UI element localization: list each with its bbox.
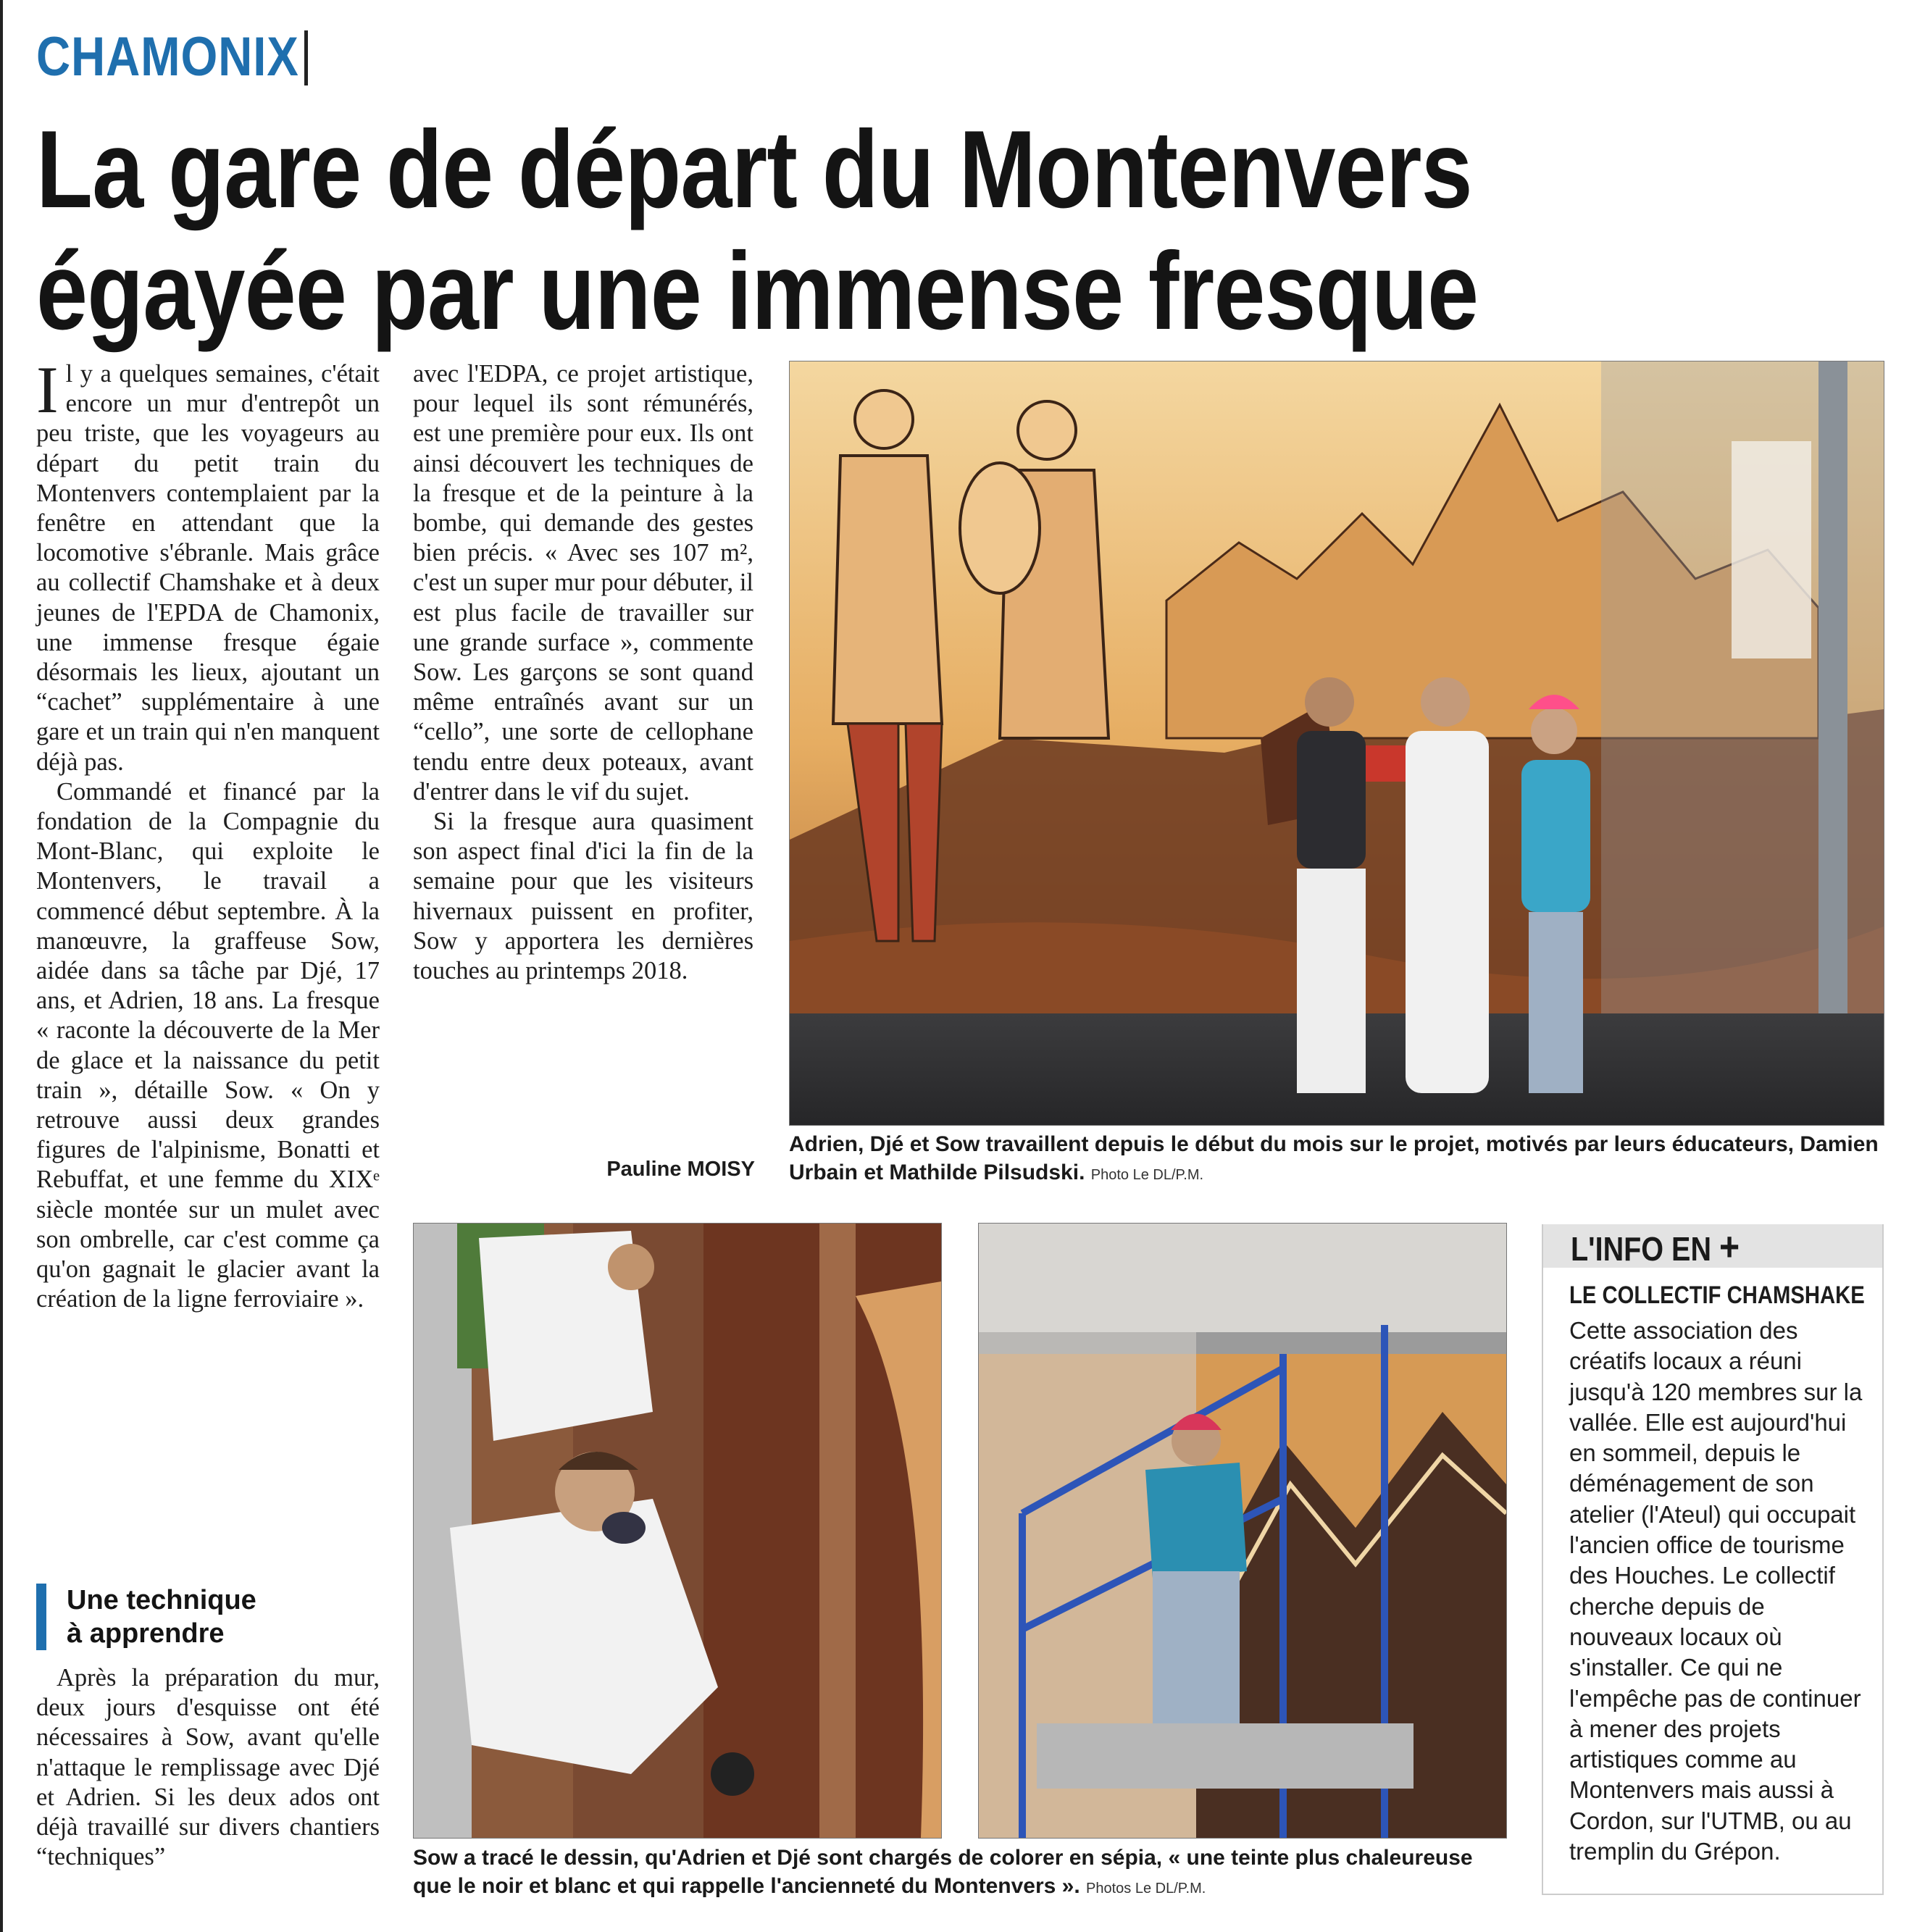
headline-line-2: égayée par une immense fresque — [36, 230, 1479, 353]
scaffold-photo-illustration — [979, 1224, 1506, 1838]
article-paragraph-4: avec l'EDPA, ce projet artistique, pour lequel ils sont rémunérés, est une première pour eux. Ils ont ainsi découvert les techniques de la fresque et de la peinture à la bombe, qui demande des gestes bien précis. « Avec ses 107 m², c'est un super mur pour débuter, il est plus facile de travailler sur une grande surface », commente Sow. Les garçons se sont quand même entraînés avant sur un “cello”, une sorte de cellophane tendu entre deux poteaux, avant d'entrer dans le vif du sujet. — [413, 360, 753, 806]
sidebar-body: Cette association des créatifs locaux a réuni jusqu'à 120 membres sur la vallée. Elle est aujourd'hui en sommeil, depuis le déménagement de son atelier (l'Ateul) qui occupait l'ancien office de tourisme des Houches. Le collectif cherche depuis de nouveaux locaux où s'installer. Ce qui ne l'empêche pas de continuer à mener des projets artistiques comme au Montenvers mais aussi à Cordon, sur l'UTMB, ou au tremplin du Grépon. — [1569, 1317, 1863, 1865]
sidebar-label: L'INFO EN — [1571, 1230, 1712, 1268]
page-edge-rule — [0, 0, 3, 1932]
article-column-1-continued — [36, 1663, 380, 1872]
article-paragraph-1: Il y a quelques semaines, c'était encore un mur d'entrepôt un peu triste, que les voyageurs au départ du petit train du Montenvers contemplaient par la fenêtre en attendant que la locomotive s'ébranle. Mais grâce au collectif Chamshake et à deux jeunes de l'EPDA de Chamonix, une immense fresque égaie désormais les lieux, ajoutant un “cachet” supplémentaire à une gare et un train qui n'en manquent déjà pas. — [36, 353, 380, 776]
plus-icon: + — [1719, 1224, 1740, 1269]
person-adrien — [1297, 677, 1366, 1093]
article-subhead — [36, 1584, 380, 1650]
painting-photo-right — [978, 1223, 1507, 1839]
article-column-1 — [36, 353, 380, 1315]
headline-line-1: La gare de départ du Montenvers — [36, 108, 1472, 231]
article-column-2 — [413, 359, 753, 986]
article-paragraph-2: Commandé et financé par la fondation de la Compagnie du Mont-Blanc, qui exploite le Montenvers, le travail a commencé début septembre. À la manœuvre, la graffeuse Sow, aidée dans sa tâche par Djé, 17 ans, et Adrien, 18 ans. La fresque « raconte la découverte de la Mer de glace et la naissance du petit train », détaille Sow. « On y retrouve aussi deux grandes figures de l'alpinisme, Bonatti et Rebuffat, et une femme du XIXᵉ siècle montée sur un mulet avec son ombrelle, car c'est comme ça qu'on gagnait le glacier avant la création de la ligne ferroviaire ». — [36, 777, 380, 1313]
photo-credit: Photos Le DL/P.M. — [1086, 1881, 1206, 1897]
info-sidebar — [1542, 1224, 1884, 1895]
mural-photo-illustration — [790, 361, 1884, 1125]
kicker-divider — [304, 30, 308, 85]
drop-cap: I — [36, 353, 59, 427]
photo-credit: Photo Le DL/P.M. — [1090, 1167, 1204, 1183]
sidebar-title: LE COLLECTIF CHAMSHAKE — [1569, 1281, 1865, 1309]
painting-photo-left — [413, 1223, 942, 1839]
section-kicker: CHAMONIX — [36, 26, 299, 88]
article-paragraph-3: Après la préparation du mur, deux jours d'esquisse ont été nécessaires à Sow, avant qu'elle n'attaque le remplissage avec Djé et Adrien. Si les deux ados ont déjà travaillé sur divers chantiers “techniques” — [36, 1664, 380, 1871]
subhead-line-1: Une technique — [67, 1585, 256, 1615]
sidebar-header — [1543, 1224, 1882, 1268]
bottom-photos-caption: Sow a tracé le dessin, qu'Adrien et Djé sont chargés de colorer en sépia, « une teinte plus chaleureuse que le noir et blanc et qui rappelle l'ancienneté du Montenvers ». Photos Le DL/P.M. — [413, 1846, 1473, 1898]
person-dje — [1406, 677, 1489, 1093]
byline: Pauline MOISY — [606, 1158, 755, 1181]
main-photo — [789, 361, 1884, 1126]
headline — [36, 109, 1891, 352]
main-photo-caption: Adrien, Djé et Sow travaillent depuis le début du mois sur le projet, motivés par leurs éducateurs, Damien Urbain et Mathilde Pilsudski. Photo Le DL/P.M. — [789, 1132, 1879, 1184]
subhead-line-2: à apprendre — [67, 1618, 225, 1649]
article-paragraph-5: Si la fresque aura quasiment son aspect final d'ici la fin de la semaine pour que les visiteurs hivernaux puissent en profiter, Sow y apportera les dernières touches au printemps 2018. — [413, 808, 753, 985]
painters-photo-illustration — [414, 1224, 941, 1838]
